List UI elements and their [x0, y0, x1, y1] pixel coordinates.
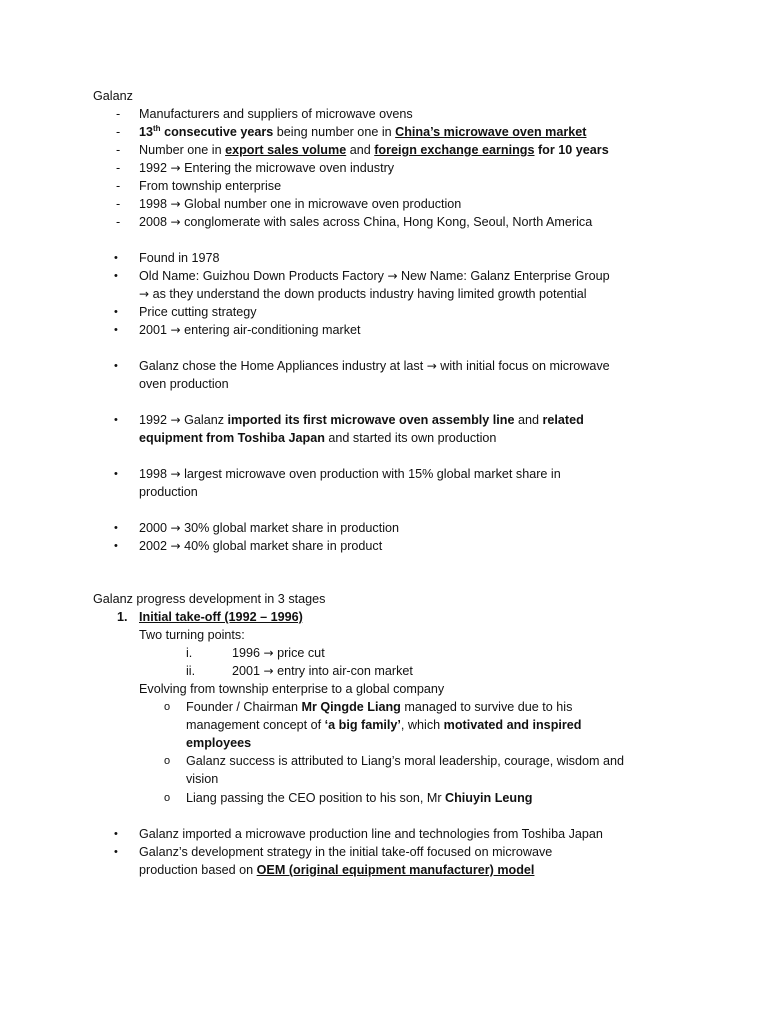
bullet-icon: • — [114, 540, 118, 552]
dash-marker: - — [116, 197, 121, 211]
arrow-icon: → — [170, 539, 181, 553]
bullet-icon: • — [114, 828, 118, 840]
arrow-icon: → — [263, 664, 274, 678]
section-heading: Galanz progress development in 3 stages — [93, 592, 326, 606]
bullet-icon: • — [114, 306, 118, 318]
dash-marker: - — [116, 125, 121, 139]
circle-bullet-icon: o — [164, 701, 171, 713]
dash-marker: - — [116, 107, 121, 121]
bullet-icon: • — [114, 360, 118, 372]
sub-bullet-item: Liang passing the CEO position to his son, Mr Chiuyin Leung — [186, 791, 533, 805]
bullet-item-continuation: equipment from Toshiba Japan and started its own production — [139, 431, 497, 445]
numbered-marker: 1. — [117, 610, 128, 624]
bullet-item: Found in 1978 — [139, 251, 220, 265]
arrow-icon: → — [170, 413, 181, 427]
bullet-icon: • — [114, 414, 118, 426]
dash-marker: - — [116, 161, 121, 175]
turning-point-item: 1996 → price cut — [232, 646, 325, 660]
arrow-icon: → — [170, 161, 181, 175]
bullet-item-continuation: → as they understand the down products industry having limited growth potential — [139, 287, 587, 301]
arrow-icon: → — [170, 521, 181, 535]
bullet-item: Galanz’s development strategy in the initial take-off focused on microwave — [139, 845, 553, 859]
bullet-item: 2002 → 40% global market share in product — [139, 539, 383, 553]
bullet-item: Galanz imported a microwave production line and technologies from Toshiba Japan — [139, 827, 603, 841]
list-item: 2008 → conglomerate with sales across China, Hong Kong, Seoul, North America — [139, 215, 593, 229]
bullet-item: 2001 → entering air-conditioning market — [139, 323, 361, 337]
sub-bullet-continuation: vision — [186, 772, 219, 786]
bullet-item-continuation: oven production — [139, 377, 229, 391]
bullet-icon: • — [114, 324, 118, 336]
bullet-item: Old Name: Guizhou Down Products Factory → New Name: Galanz Enterprise Group — [139, 269, 610, 283]
sub-bullet-item: Galanz success is attributed to Liang’s moral leadership, courage, wisdom and — [186, 754, 624, 768]
bullet-item-continuation: production — [139, 485, 198, 499]
bullet-item: Galanz chose the Home Appliances industry at last → with initial focus on microwave — [139, 359, 610, 373]
dash-marker: - — [116, 215, 121, 229]
dash-marker: - — [116, 143, 121, 157]
bullet-icon: • — [114, 522, 118, 534]
arrow-icon: → — [426, 359, 437, 373]
arrow-icon: → — [263, 646, 274, 660]
turning-point-item: 2001 → entry into air-con market — [232, 664, 413, 678]
roman-marker: i. — [186, 646, 193, 660]
circle-bullet-icon: o — [164, 792, 171, 804]
bullet-icon: • — [114, 468, 118, 480]
bullet-item: 2000 → 30% global market share in production — [139, 521, 400, 535]
roman-marker: ii. — [186, 664, 196, 678]
arrow-icon: → — [170, 215, 181, 229]
bullet-icon: • — [114, 270, 118, 282]
sub-bullet-continuation: management concept of ‘a big family’, which motivated and inspired — [186, 718, 582, 732]
list-item: Manufacturers and suppliers of microwave ovens — [139, 107, 413, 121]
bullet-icon: • — [114, 846, 118, 858]
bullet-item-continuation: production based on OEM (original equipment manufacturer) model — [139, 863, 535, 877]
turning-points-label: Two turning points: — [139, 628, 245, 642]
bullet-item: 1992 → Galanz imported its first microwave oven assembly line and related — [139, 413, 584, 427]
stage-title: Initial take-off (1992 – 1996) — [139, 610, 303, 624]
document-title: Galanz — [93, 89, 133, 103]
arrow-icon: → — [139, 287, 150, 301]
evolving-label: Evolving from township enterprise to a global company — [139, 682, 445, 696]
arrow-icon: → — [170, 197, 181, 211]
bullet-item: Price cutting strategy — [139, 305, 257, 319]
list-item: From township enterprise — [139, 179, 282, 193]
bullet-item: 1998 → largest microwave oven production with 15% global market share in — [139, 467, 561, 481]
list-item: 1992 → Entering the microwave oven industry — [139, 161, 395, 175]
dash-marker: - — [116, 179, 121, 193]
sub-bullet-continuation: employees — [186, 736, 252, 750]
arrow-icon: → — [387, 269, 398, 283]
list-item: 1998 → Global number one in microwave oven production — [139, 197, 462, 211]
sub-bullet-item: Founder / Chairman Mr Qingde Liang managed to survive due to his — [186, 700, 573, 714]
list-item: 13th consecutive years being number one in China’s microwave oven market — [139, 124, 587, 139]
circle-bullet-icon: o — [164, 755, 171, 767]
bullet-icon: • — [114, 252, 118, 264]
arrow-icon: → — [170, 323, 181, 337]
list-item: Number one in export sales volume and foreign exchange earnings for 10 years — [139, 143, 609, 157]
arrow-icon: → — [170, 467, 181, 481]
